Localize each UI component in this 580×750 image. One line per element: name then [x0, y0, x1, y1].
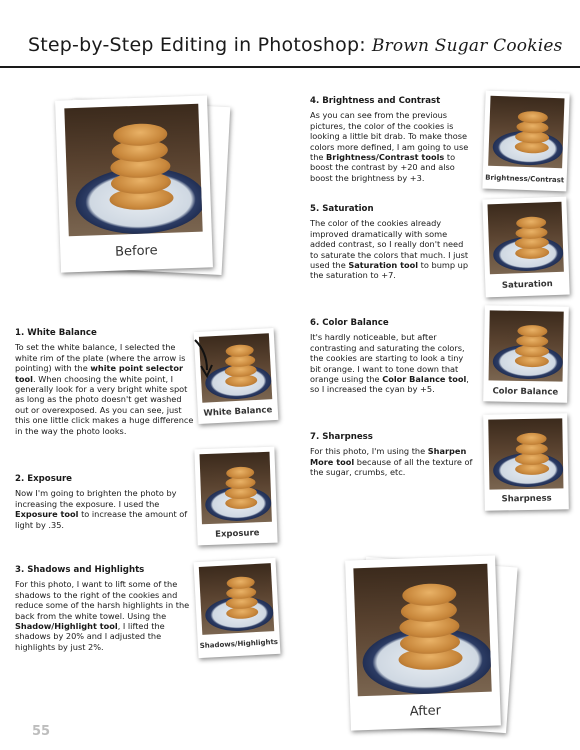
- tool-name: white point selector tool: [15, 363, 183, 384]
- body-text: For this photo, I'm using the: [310, 446, 428, 457]
- body-text: It's hardly noticeable, but after contrasting and saturating the colors, the cookies are starting to look a tiny bit orange. I want to tone down that orange using the: [310, 332, 465, 385]
- tool-name: Exposure tool: [15, 509, 79, 520]
- photo-shadows-highlights: [199, 563, 274, 635]
- step-body: [15, 342, 195, 436]
- sharpness-caption: Sharpness: [501, 493, 552, 505]
- polaroid-sharpness: [483, 413, 569, 510]
- shadows-highlights-caption: Shadows/Highlights: [199, 637, 279, 650]
- tool-name: Color Balance tool: [382, 374, 467, 385]
- step-body: [15, 579, 197, 652]
- body-text: As you can see from the previous pictures, the color of the cookies is looking a little bit drab. To make those colors more defined, I am going to use the: [310, 110, 469, 163]
- body-text: because of all the texture of the sugar, crumbs, etc.: [310, 456, 473, 478]
- body-text: , so I increased the cyan by +5.: [310, 374, 469, 395]
- cookie: [517, 325, 547, 338]
- tool-name: Shadow/Highlight tool: [15, 621, 118, 632]
- step-heading: 5. Saturation: [310, 204, 374, 214]
- arrow-icon: [193, 338, 213, 378]
- photo-brightness-contrast: [488, 96, 564, 169]
- exposure-caption: Exposure: [215, 528, 260, 540]
- step-heading: 3. Shadows and Highlights: [15, 565, 145, 575]
- step-body: [310, 332, 474, 394]
- title-script: Brown Sugar Cookies: [371, 36, 563, 56]
- step-heading: 2. Exposure: [15, 474, 73, 484]
- step-heading: 6. Color Balance: [310, 318, 389, 328]
- step-heading: 7. Sharpness: [310, 432, 373, 442]
- body-text: to increase the amount of light by .35.: [15, 509, 188, 530]
- body-text: To set the white balance, I selected the white rim of the plate (where the arrow is pointing) with the: [15, 342, 186, 374]
- tool-name: Brightness/Contrast tools: [326, 152, 445, 163]
- step-shadows-highlights: [15, 565, 197, 652]
- body-text: , I lifted the shadows by 20% and I adjusted the highlights by just 2%.: [15, 621, 165, 652]
- photo-after: [353, 564, 491, 697]
- header-rule: [0, 66, 580, 68]
- photo-color-balance: [489, 310, 564, 381]
- polaroid-after: [345, 555, 501, 730]
- polaroid-shadows-highlights: [194, 558, 281, 658]
- photo-before: [64, 104, 202, 237]
- body-text: For this photo, I want to lift some of the shadows to the right of the cookies and reduce some of the harsh highlights in the back from the white towel. Using the: [15, 579, 190, 621]
- step-body: [310, 110, 474, 183]
- saturation-caption: Saturation: [501, 279, 553, 291]
- polaroid-color-balance: [483, 305, 569, 402]
- photo-sharpness: [488, 418, 563, 489]
- after-caption: After: [409, 703, 442, 720]
- page-title: [28, 34, 563, 56]
- title-text: Step-by-Step Editing in Photoshop:: [28, 34, 366, 56]
- brightness-contrast-caption: Brightness/Contrast: [484, 173, 565, 185]
- body-text: to boost the contrast by +20 and also boost the brightness by +3.: [310, 152, 456, 183]
- body-text: . When choosing the white point, I generally look for a very bright white spot as long as the photo doesn't get washed out or overexposed. As you can see, just this one little click makes a huge difference in the way the photo looks.: [15, 373, 194, 436]
- body-text: Now I'm going to brighten the photo by increasing the exposure. I used the: [15, 488, 177, 509]
- photo-saturation: [487, 202, 563, 275]
- step-body: [310, 446, 474, 477]
- white-balance-caption: White Balance: [203, 405, 273, 419]
- polaroid-exposure: [194, 447, 277, 546]
- step-exposure: [15, 474, 195, 530]
- step-body: [15, 488, 195, 530]
- step-white-balance: [15, 328, 195, 436]
- step-color-balance: [310, 318, 474, 395]
- tool-name: Saturation tool: [348, 260, 419, 271]
- polaroid-saturation: [482, 197, 569, 298]
- before-caption: Before: [114, 243, 158, 260]
- body-text: to bump up the saturation to +7.: [310, 260, 469, 281]
- step-heading: 1. White Balance: [15, 328, 97, 338]
- tool-name: Sharpen More tool: [310, 446, 467, 467]
- polaroid-before: [55, 95, 213, 272]
- color-balance-caption: Color Balance: [492, 386, 559, 398]
- body-text: The color of the cookies already improved dramatically with some added contrast, so I really don't need to saturate the colors that much. I just used the: [310, 218, 469, 271]
- photo-exposure: [200, 452, 272, 524]
- step-body: [310, 218, 474, 280]
- step-sharpness: [310, 432, 474, 478]
- page-number: 55: [32, 724, 51, 739]
- polaroid-brightness-contrast: [482, 91, 569, 192]
- step-saturation: [310, 204, 474, 281]
- step-heading: 4. Brightness and Contrast: [310, 96, 441, 106]
- step-brightness-contrast: [310, 96, 474, 183]
